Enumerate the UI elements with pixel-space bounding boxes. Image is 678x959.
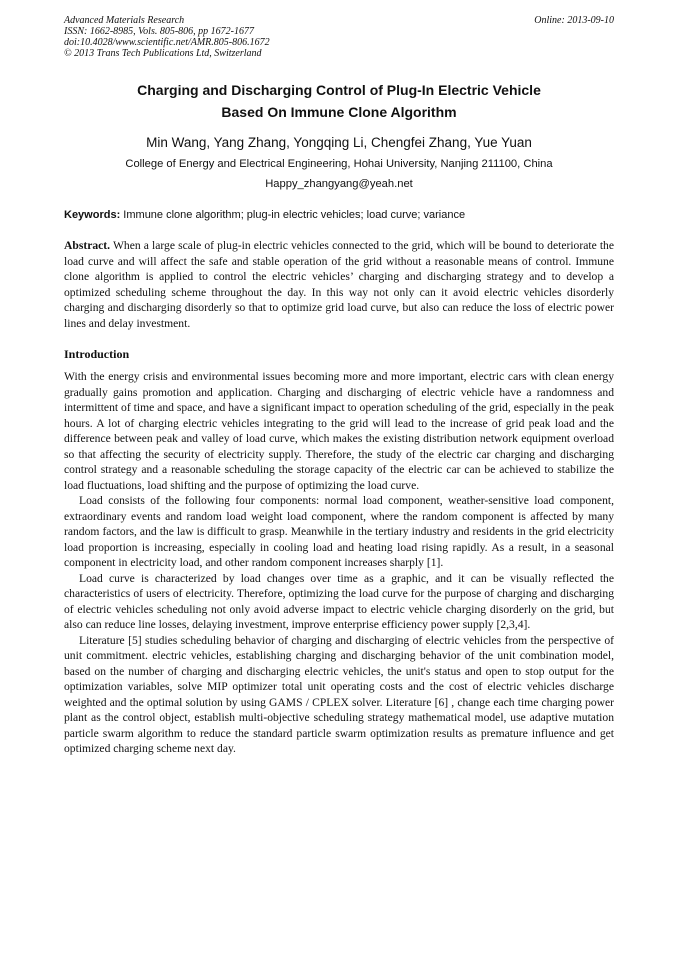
title-line-1: Charging and Discharging Control of Plug-In Electric Vehicle: [137, 82, 541, 98]
paper-title: [64, 79, 614, 123]
intro-paragraph-2: Load consists of the following four components: normal load component, weather-sensitive load component, extraordinary events and random load weight load component, where the random component is affected by many random factors, and the law is difficult to grasp. Meanwhile in the tertiary industry and residents in the grid electricity load proportion is increasing, especially in cooling load and heating load rising rapidly. As a result, in a seasonal component in electricity load, and other random component increases sharply [1].: [64, 494, 614, 569]
intro-paragraph-3: Load curve is characterized by load changes over time as a graphic, and it can be visually reflected the characteristics of users of electricity. Therefore, optimizing the load curve for the purpose of charging and discharging of electric vehicles scheduling not only avoid adverse impact to electric vehicle charging disorderly on the grid, but also can reduce line losses, delaying investment, improve enterprise efficiency power supply [2,3,4].: [64, 571, 614, 631]
keywords-text: Immune clone algorithm; plug-in electric vehicles; load curve; variance: [120, 209, 466, 221]
keywords: [64, 208, 614, 223]
keywords-label: Keywords:: [64, 209, 121, 221]
intro-paragraph-1: With the energy crisis and environmental issues becoming more and more important, electric cars with clean energy gradually gains promotion and application. Charging and discharging of electric vehicle have a randomness and intermittent of time and space, and have a significant impact to operation scheduling of the grid, especially in the peak hours. A lot of charging electric vehicles integrating to the grid will lead to the increase of grid peak load and the difference between peak and valley of load curve, which makes the existing distribution network equipment overload so that affecting the security of electricity supply. Therefore, the study of the electric car charging and discharging control strategy and a reasonable scheduling the storage capacity of the electric car can be achieved to stabilize the load fluctuations, load shifting and the purpose of optimizing the load curve.: [64, 370, 614, 492]
title-line-2: Based On Immune Clone Algorithm: [221, 104, 457, 120]
doi-line: doi:10.4028/www.scientific.net/AMR.805-806.1672: [64, 37, 270, 48]
journal-header: [64, 15, 614, 59]
abstract-label: Abstract.: [64, 239, 111, 252]
copyright-line: © 2013 Trans Tech Publications Ltd, Switzerland: [64, 48, 262, 59]
affiliation: College of Energy and Electrical Engineering, Hohai University, Nanjing 211100, China: [125, 158, 553, 170]
issn-line: ISSN: 1662-8985, Vols. 805-806, pp 1672-1677: [64, 26, 254, 37]
abstract-text: When a large scale of plug-in electric vehicles connected to the grid, which will be bound to deteriorate the load curve and will affect the safe and stable operation of the grid without a reasonable means of control. Immune clone algorithm is applied to control the electric vehicles’ charging and discharging strategy and to develop a optimized scheduling scheme throughout the day. In this way not only can it avoid electric vehicles disorderly charging and discharging disorderly so that to optimize grid load curve, but also can reduce the loss of electric power lines and delay investment.: [64, 239, 614, 330]
section-heading-introduction: Introduction: [64, 347, 130, 361]
online-date: Online: 2013-09-10: [534, 15, 614, 26]
author-list: Min Wang, Yang Zhang, Yongqing Li, Chengfei Zhang, Yue Yuan: [146, 135, 532, 150]
journal-name: Advanced Materials Research: [64, 15, 185, 26]
paper-page: [64, 15, 614, 757]
abstract: [64, 238, 614, 331]
intro-paragraph-4: Literature [5] studies scheduling behavior of charging and discharging of electric vehicles from the perspective of unit commitment. electric vehicles, establishing charging and discharging behavior of the unit combination model, based on the number of charging and discharging electric vehicles, the unit's status and open to stop output for the optimization variables, solve MIP optimizer total unit operating costs and the cost of electric vehicles discharge weighted and the optimal solution by using GAMS / CPLEX solver. Literature [6] , change each time charging power plant as the control object, establish multi-objective scheduling strategy mathematical model, use adaptive mutation particle swarm algorithm to reduce the standard particle swarm optimization results as premature influence and get optimized charging scheme next day.: [64, 633, 614, 755]
contact-email: Happy_zhangyang@yeah.net: [265, 178, 413, 190]
